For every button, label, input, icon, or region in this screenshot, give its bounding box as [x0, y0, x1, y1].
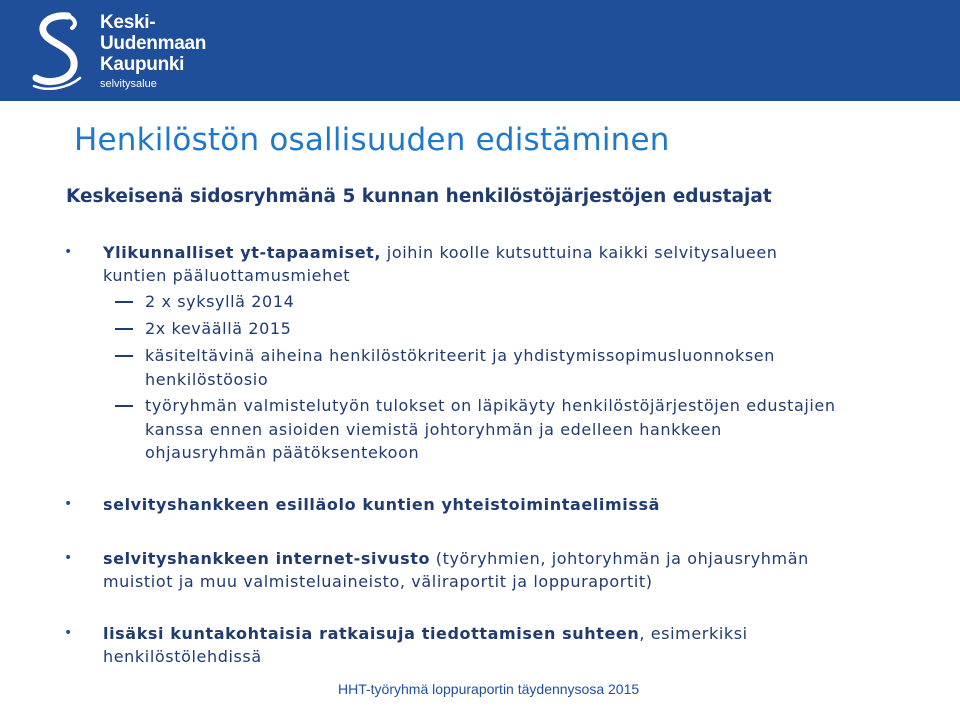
logo-line-1: Keski-	[100, 12, 156, 33]
sub-bullet-dash	[115, 355, 133, 357]
bullet-4-rest: , esimerkiksi	[639, 624, 748, 643]
sub-bullet-dash	[115, 328, 133, 330]
slide-title: Henkilöstön osallisuuden edistäminen	[74, 122, 670, 158]
bullet-1-rest: joihin koolle kutsuttuina kaikki selvitysalueen	[381, 243, 778, 262]
bullet-4-line-2: henkilöstölehdissä	[103, 647, 262, 666]
sub-bullet-dash	[115, 405, 133, 407]
bullet-3-rest: (työryhmien, johtoryhmän ja ohjausryhmän	[430, 549, 809, 568]
sub-bullet-3-line-2: henkilöstöosio	[145, 370, 269, 389]
bullet-2-line-1	[103, 493, 660, 516]
bullet-dot: •	[64, 496, 73, 512]
slide-subtitle: Keskeisenä sidosryhmänä 5 kunnan henkilöstöjärjestöjen edustajat	[66, 186, 772, 207]
bullet-1-line-2: kuntien pääluottamusmiehet	[103, 266, 351, 285]
bullet-1-bold: Ylikunnalliset yt-tapaamiset,	[103, 243, 382, 262]
sub-bullet-4-line-3: ohjausryhmän päätöksentekoon	[145, 443, 420, 462]
bullet-3-line-1	[103, 547, 809, 570]
bullet-dot: •	[64, 625, 73, 641]
logo-line-3: Kaupunki	[100, 54, 185, 75]
footer-text: HHT-työryhmä loppuraportin täydennysosa 2015	[338, 681, 640, 697]
logo-subtitle: selvitysalue	[100, 78, 157, 90]
sub-bullet-4-line-1: työryhmän valmistelutyön tulokset on läpikäyty henkilöstöjärjestöjen edustajien	[145, 396, 836, 415]
sub-bullet-4-line-2: kanssa ennen asioiden viemistä johtoryhmän ja edelleen hankkeen	[145, 420, 722, 439]
bullet-4-bold: lisäksi kuntakohtaisia ratkaisuja tiedottamisen suhteen	[103, 624, 640, 643]
sub-bullet-dash	[115, 301, 133, 303]
sub-bullet-1: 2 x syksyllä 2014	[145, 292, 295, 311]
bullet-dot: •	[64, 244, 73, 260]
bullet-2-bold: selvityshankkeen esilläolo kuntien yhteistoimintaelimissä	[103, 495, 660, 514]
bullet-3-line-2: muistiot ja muu valmisteluaineisto, väliraportit ja loppuraportit)	[103, 572, 653, 591]
sub-bullet-3-line-1: käsiteltävinä aiheina henkilöstökriteerit ja yhdistymissopimusluonnoksen	[145, 346, 775, 365]
bullet-4-line-1	[103, 622, 748, 645]
bullet-3-bold: selvityshankkeen internet-sivusto	[103, 549, 431, 568]
logo-line-2: Uudenmaan	[100, 33, 207, 54]
bullet-dot: •	[64, 550, 73, 566]
sub-bullet-2: 2x keväällä 2015	[145, 319, 292, 338]
bullet-1-line-1	[103, 241, 778, 264]
